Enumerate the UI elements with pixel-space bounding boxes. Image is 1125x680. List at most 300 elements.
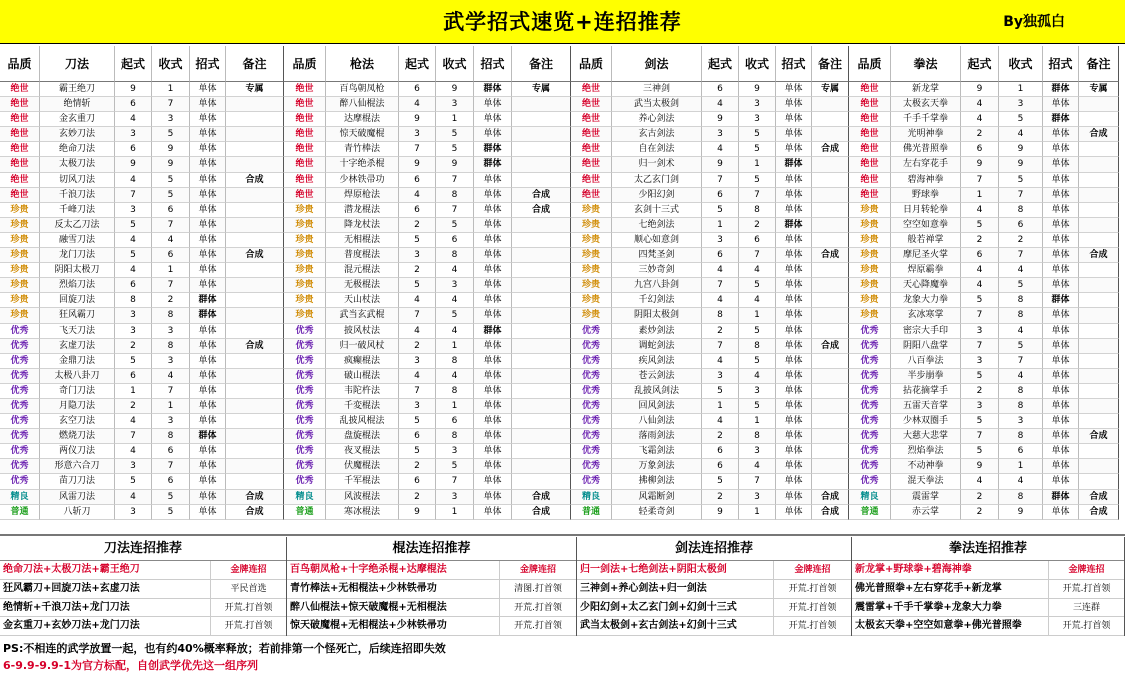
section-sword [0, 46, 284, 520]
table-row [571, 173, 849, 188]
cell-note: 合成 [1079, 429, 1119, 444]
cell-note [1079, 308, 1119, 323]
cell-note [226, 354, 284, 369]
table-row [849, 218, 1119, 233]
cell-start: 2 [961, 505, 999, 520]
table-row [571, 82, 849, 97]
cell-name: 千军棍法 [326, 474, 399, 489]
cell-start: 4 [399, 293, 436, 308]
combo-tag: 开荒.打首领 [1048, 580, 1124, 598]
table-row [849, 248, 1119, 263]
cell-end: 8 [739, 203, 776, 218]
cell-start: 5 [399, 233, 436, 248]
cell-note [1079, 444, 1119, 459]
cell-end: 8 [999, 490, 1043, 505]
cell-type: 单体 [1043, 384, 1079, 399]
cell-name: 寒冰棍法 [326, 505, 399, 520]
cell-start: 4 [399, 97, 436, 112]
table-row [0, 505, 284, 520]
table-row [571, 414, 849, 429]
cell-type: 单体 [1043, 414, 1079, 429]
cell-end: 3 [436, 444, 474, 459]
cell-type: 单体 [190, 354, 226, 369]
cell-name: 万象剑法 [612, 459, 702, 474]
cell-name: 半步崩拳 [891, 369, 961, 384]
table-row [284, 203, 571, 218]
cell-quality: 珍贵 [571, 278, 612, 293]
table-row [284, 399, 571, 414]
cell-name: 回风剑法 [612, 399, 702, 414]
cell-end: 8 [436, 188, 474, 203]
cell-name: 百鸟朝凤枪 [326, 82, 399, 97]
cell-quality: 绝世 [571, 188, 612, 203]
cell-note [812, 384, 849, 399]
cell-start: 4 [961, 278, 999, 293]
cell-name: 调蛇剑法 [612, 339, 702, 354]
combo-name: 醉八仙棍法+惊天破魔棍+无相棍法 [290, 601, 447, 613]
cell-start: 6 [115, 142, 152, 157]
section-spear [284, 46, 571, 520]
cell-quality: 珍贵 [0, 248, 40, 263]
cell-type: 单体 [474, 399, 512, 414]
cell-note: 合成 [812, 505, 849, 520]
cell-quality: 优秀 [0, 414, 40, 429]
cell-note [812, 354, 849, 369]
cell-type: 单体 [776, 354, 812, 369]
table-row [571, 429, 849, 444]
cell-type: 单体 [190, 173, 226, 188]
cell-start: 7 [115, 429, 152, 444]
cell-start: 7 [702, 278, 739, 293]
cell-end: 9 [999, 505, 1043, 520]
cell-end: 8 [999, 399, 1043, 414]
table-row [284, 324, 571, 339]
cell-end: 5 [999, 173, 1043, 188]
cell-note [226, 308, 284, 323]
cell-end: 1 [436, 505, 474, 520]
cell-start: 5 [961, 369, 999, 384]
table-row [284, 233, 571, 248]
table-row [849, 278, 1119, 293]
combo-tag: 开荒.打首领 [499, 617, 576, 635]
cell-note [226, 414, 284, 429]
cell-start: 5 [702, 474, 739, 489]
cell-note [1079, 263, 1119, 278]
cell-type: 单体 [190, 233, 226, 248]
table-row [0, 459, 284, 474]
cell-name: 佛光普照拳 [891, 142, 961, 157]
cell-note [226, 474, 284, 489]
cell-end: 7 [436, 203, 474, 218]
cell-quality: 优秀 [571, 399, 612, 414]
cell-type: 单体 [1043, 505, 1079, 520]
combo-row [852, 580, 1124, 599]
cell-end: 9 [999, 157, 1043, 172]
cell-quality: 优秀 [571, 429, 612, 444]
cell-name: 降龙杖法 [326, 218, 399, 233]
cell-quality: 绝世 [0, 82, 40, 97]
cell-note [512, 339, 571, 354]
cell-type: 单体 [1043, 278, 1079, 293]
cell-quality: 珍贵 [284, 278, 326, 293]
cell-note: 合成 [1079, 505, 1119, 520]
cell-name: 太极八卦刀 [40, 369, 115, 384]
cell-type: 单体 [1043, 399, 1079, 414]
table-row [284, 248, 571, 263]
cell-quality: 优秀 [571, 324, 612, 339]
cell-name: 八斩刀 [40, 505, 115, 520]
cell-quality: 优秀 [849, 459, 891, 474]
cell-quality: 绝世 [849, 142, 891, 157]
cell-end: 8 [999, 293, 1043, 308]
cell-note: 专属 [512, 82, 571, 97]
cell-start: 6 [115, 278, 152, 293]
cell-type: 群体 [776, 218, 812, 233]
cell-end: 1 [436, 112, 474, 127]
cell-end: 5 [739, 278, 776, 293]
cell-start: 4 [115, 233, 152, 248]
cell-end: 5 [152, 490, 190, 505]
cell-quality: 珍贵 [0, 218, 40, 233]
cell-name: 四梵圣剑 [612, 248, 702, 263]
table-row [284, 188, 571, 203]
cell-name: 武当玄武棍 [326, 308, 399, 323]
cell-type: 单体 [776, 97, 812, 112]
table-row [849, 414, 1119, 429]
cell-name: 碧海神拳 [891, 173, 961, 188]
cell-start: 6 [399, 82, 436, 97]
cell-name: 玄冰寒掌 [891, 308, 961, 323]
cell-name: 伏魔棍法 [326, 459, 399, 474]
cell-end: 1 [999, 459, 1043, 474]
cell-end: 5 [436, 142, 474, 157]
cell-note [512, 384, 571, 399]
cell-start: 5 [399, 414, 436, 429]
cell-note [512, 142, 571, 157]
cell-quality: 绝世 [284, 188, 326, 203]
cell-name: 空空如意拳 [891, 218, 961, 233]
table-row [0, 218, 284, 233]
cell-quality: 绝世 [849, 188, 891, 203]
cell-end: 4 [152, 233, 190, 248]
cell-start: 3 [115, 203, 152, 218]
cell-name: 玄空刀法 [40, 414, 115, 429]
cell-name: 十字绝杀棍 [326, 157, 399, 172]
cell-note [1079, 293, 1119, 308]
cell-note [512, 233, 571, 248]
cell-name: 千峰刀法 [40, 203, 115, 218]
cell-start: 4 [702, 263, 739, 278]
cell-note [812, 429, 849, 444]
column-header-end: 收式 [999, 46, 1043, 82]
cell-quality: 绝世 [284, 97, 326, 112]
cell-note [226, 112, 284, 127]
column-header-name: 拳法 [891, 46, 961, 82]
cell-note [1079, 173, 1119, 188]
cell-start: 4 [115, 112, 152, 127]
cell-start: 7 [702, 339, 739, 354]
table-row [284, 354, 571, 369]
cell-name: 玄剑十三式 [612, 203, 702, 218]
cell-note [226, 188, 284, 203]
cell-start: 2 [702, 324, 739, 339]
cell-start: 3 [115, 127, 152, 142]
cell-start: 4 [702, 293, 739, 308]
section-jian [571, 46, 849, 520]
combo-tag: 平民首选 [210, 580, 286, 598]
cell-note [1079, 157, 1119, 172]
cell-type: 单体 [190, 218, 226, 233]
cell-name: 切风刀法 [40, 173, 115, 188]
cell-end: 7 [739, 248, 776, 263]
cell-note [226, 127, 284, 142]
cell-quality: 绝世 [849, 157, 891, 172]
cell-name: 不动神拳 [891, 459, 961, 474]
cell-type: 单体 [190, 444, 226, 459]
cell-note [1079, 399, 1119, 414]
cell-start: 6 [115, 97, 152, 112]
table-row [849, 157, 1119, 172]
cell-quality: 珍贵 [849, 248, 891, 263]
cell-type: 群体 [1043, 82, 1079, 97]
cell-quality: 珍贵 [0, 203, 40, 218]
cell-start: 3 [115, 308, 152, 323]
cell-quality: 绝世 [284, 82, 326, 97]
table-row [571, 112, 849, 127]
cell-note [1079, 369, 1119, 384]
cell-start: 6 [961, 142, 999, 157]
header-row [284, 46, 571, 82]
cell-end: 2 [152, 293, 190, 308]
cell-end: 4 [999, 263, 1043, 278]
cell-start: 5 [115, 474, 152, 489]
table-row [0, 308, 284, 323]
table-row [571, 248, 849, 263]
combo-section-sword [0, 537, 287, 636]
cell-name: 焊原枪法 [326, 188, 399, 203]
cell-note [512, 324, 571, 339]
cell-quality: 优秀 [849, 354, 891, 369]
cell-start: 4 [961, 263, 999, 278]
cell-start: 4 [115, 414, 152, 429]
combo-title: 拳法连招推荐 [852, 537, 1124, 561]
cell-name: 无极棍法 [326, 278, 399, 293]
cell-name: 轻柔奇剑 [612, 505, 702, 520]
cell-name: 阴阳八盘掌 [891, 339, 961, 354]
table-row [849, 399, 1119, 414]
cell-name: 焊原霸拳 [891, 263, 961, 278]
cell-start: 6 [702, 188, 739, 203]
table-row [284, 339, 571, 354]
column-header-type: 招式 [474, 46, 512, 82]
cell-start: 6 [399, 173, 436, 188]
table-row [284, 384, 571, 399]
cell-note [512, 474, 571, 489]
cell-quality: 优秀 [0, 474, 40, 489]
cell-end: 8 [436, 384, 474, 399]
cell-quality: 普通 [571, 505, 612, 520]
cell-quality: 优秀 [284, 354, 326, 369]
combo-section-spear [287, 537, 577, 636]
table-row [571, 218, 849, 233]
cell-name: 青竹棒法 [326, 142, 399, 157]
cell-end: 9 [436, 157, 474, 172]
cell-end: 8 [152, 308, 190, 323]
cell-start: 2 [961, 233, 999, 248]
cell-type: 单体 [474, 188, 512, 203]
cell-type: 单体 [776, 263, 812, 278]
cell-note [226, 399, 284, 414]
table-row [0, 233, 284, 248]
cell-name: 般若禅掌 [891, 233, 961, 248]
cell-end: 5 [436, 459, 474, 474]
cell-start: 5 [115, 218, 152, 233]
cell-start: 9 [115, 82, 152, 97]
cell-note [512, 308, 571, 323]
cell-name: 烈焰刀法 [40, 278, 115, 293]
cell-quality: 优秀 [284, 429, 326, 444]
cell-type: 单体 [1043, 203, 1079, 218]
cell-start: 3 [702, 369, 739, 384]
cell-note [1079, 142, 1119, 157]
combo-section-fist [852, 537, 1125, 636]
cell-name: 归一剑术 [612, 157, 702, 172]
table-row [284, 127, 571, 142]
cell-type: 单体 [474, 444, 512, 459]
cell-end: 5 [999, 339, 1043, 354]
cell-note [226, 459, 284, 474]
cell-end: 5 [152, 505, 190, 520]
cell-type: 单体 [776, 308, 812, 323]
cell-end: 5 [436, 127, 474, 142]
cell-type: 单体 [474, 127, 512, 142]
cell-name: 左右穿花手 [891, 157, 961, 172]
table-row [849, 97, 1119, 112]
cell-type: 单体 [776, 233, 812, 248]
cell-start: 6 [702, 82, 739, 97]
combo-tag: 金牌连招 [773, 561, 851, 579]
cell-note [1079, 233, 1119, 248]
table-row [0, 142, 284, 157]
cell-type: 单体 [190, 278, 226, 293]
cell-quality: 珍贵 [571, 263, 612, 278]
cell-end: 3 [739, 384, 776, 399]
cell-note [512, 444, 571, 459]
combo-row [0, 599, 286, 618]
cell-quality: 绝世 [571, 142, 612, 157]
cell-name: 赤云掌 [891, 505, 961, 520]
combo-row [852, 599, 1124, 618]
cell-quality: 优秀 [849, 444, 891, 459]
cell-note [226, 369, 284, 384]
cell-quality: 优秀 [284, 399, 326, 414]
cell-name: 乱披风剑法 [612, 384, 702, 399]
cell-end: 4 [436, 293, 474, 308]
table-row [0, 339, 284, 354]
cell-quality: 珍贵 [0, 233, 40, 248]
cell-start: 8 [702, 308, 739, 323]
cell-note [512, 112, 571, 127]
cell-note: 专属 [1079, 82, 1119, 97]
table-row [0, 490, 284, 505]
cell-name: 夜叉棍法 [326, 444, 399, 459]
cell-name: 自在剑法 [612, 142, 702, 157]
cell-name: 养心剑法 [612, 112, 702, 127]
cell-note [512, 369, 571, 384]
cell-name: 绝命刀法 [40, 142, 115, 157]
cell-end: 7 [436, 474, 474, 489]
cell-note [812, 308, 849, 323]
cell-start: 3 [961, 324, 999, 339]
cell-type: 单体 [1043, 142, 1079, 157]
cell-start: 8 [115, 293, 152, 308]
cell-end: 6 [999, 444, 1043, 459]
cell-note [812, 278, 849, 293]
cell-type: 单体 [474, 293, 512, 308]
cell-start: 9 [702, 505, 739, 520]
cell-quality: 优秀 [0, 354, 40, 369]
table-row [849, 505, 1119, 520]
cell-note: 合成 [226, 173, 284, 188]
table-row [0, 474, 284, 489]
cell-start: 7 [961, 339, 999, 354]
table-row [849, 82, 1119, 97]
cell-start: 4 [115, 490, 152, 505]
cell-name: 混元棍法 [326, 263, 399, 278]
cell-end: 5 [436, 308, 474, 323]
cell-note [1079, 218, 1119, 233]
cell-type: 单体 [190, 369, 226, 384]
column-header-name: 刀法 [40, 46, 115, 82]
cell-quality: 优秀 [284, 369, 326, 384]
cell-end: 5 [739, 399, 776, 414]
table-row [571, 308, 849, 323]
cell-start: 4 [115, 444, 152, 459]
table-row [284, 112, 571, 127]
cell-end: 7 [152, 278, 190, 293]
cell-note: 合成 [812, 339, 849, 354]
table-row [0, 429, 284, 444]
cell-type: 单体 [474, 308, 512, 323]
cell-start: 2 [702, 490, 739, 505]
cell-note [812, 218, 849, 233]
cell-quality: 绝世 [284, 127, 326, 142]
table-row [571, 369, 849, 384]
cell-quality: 优秀 [284, 324, 326, 339]
cell-type: 单体 [1043, 218, 1079, 233]
cell-start: 2 [399, 339, 436, 354]
cell-end: 7 [739, 188, 776, 203]
cell-note [1079, 278, 1119, 293]
cell-name: 少阳幻剑 [612, 188, 702, 203]
cell-quality: 珍贵 [849, 278, 891, 293]
table-row [571, 203, 849, 218]
cell-start: 6 [399, 429, 436, 444]
cell-note: 合成 [812, 142, 849, 157]
cell-name: 太乙玄门剑 [612, 173, 702, 188]
cell-quality: 优秀 [849, 399, 891, 414]
cell-name: 风波棍法 [326, 490, 399, 505]
cell-quality: 珍贵 [571, 293, 612, 308]
cell-name: 顺心如意剑 [612, 233, 702, 248]
cell-end: 6 [999, 218, 1043, 233]
cell-note [1079, 324, 1119, 339]
column-header-quality: 品质 [284, 46, 326, 82]
cell-quality: 优秀 [284, 414, 326, 429]
cell-quality: 绝世 [0, 157, 40, 172]
cell-quality: 优秀 [284, 339, 326, 354]
author-credit: By独孤白 [1003, 14, 1065, 30]
